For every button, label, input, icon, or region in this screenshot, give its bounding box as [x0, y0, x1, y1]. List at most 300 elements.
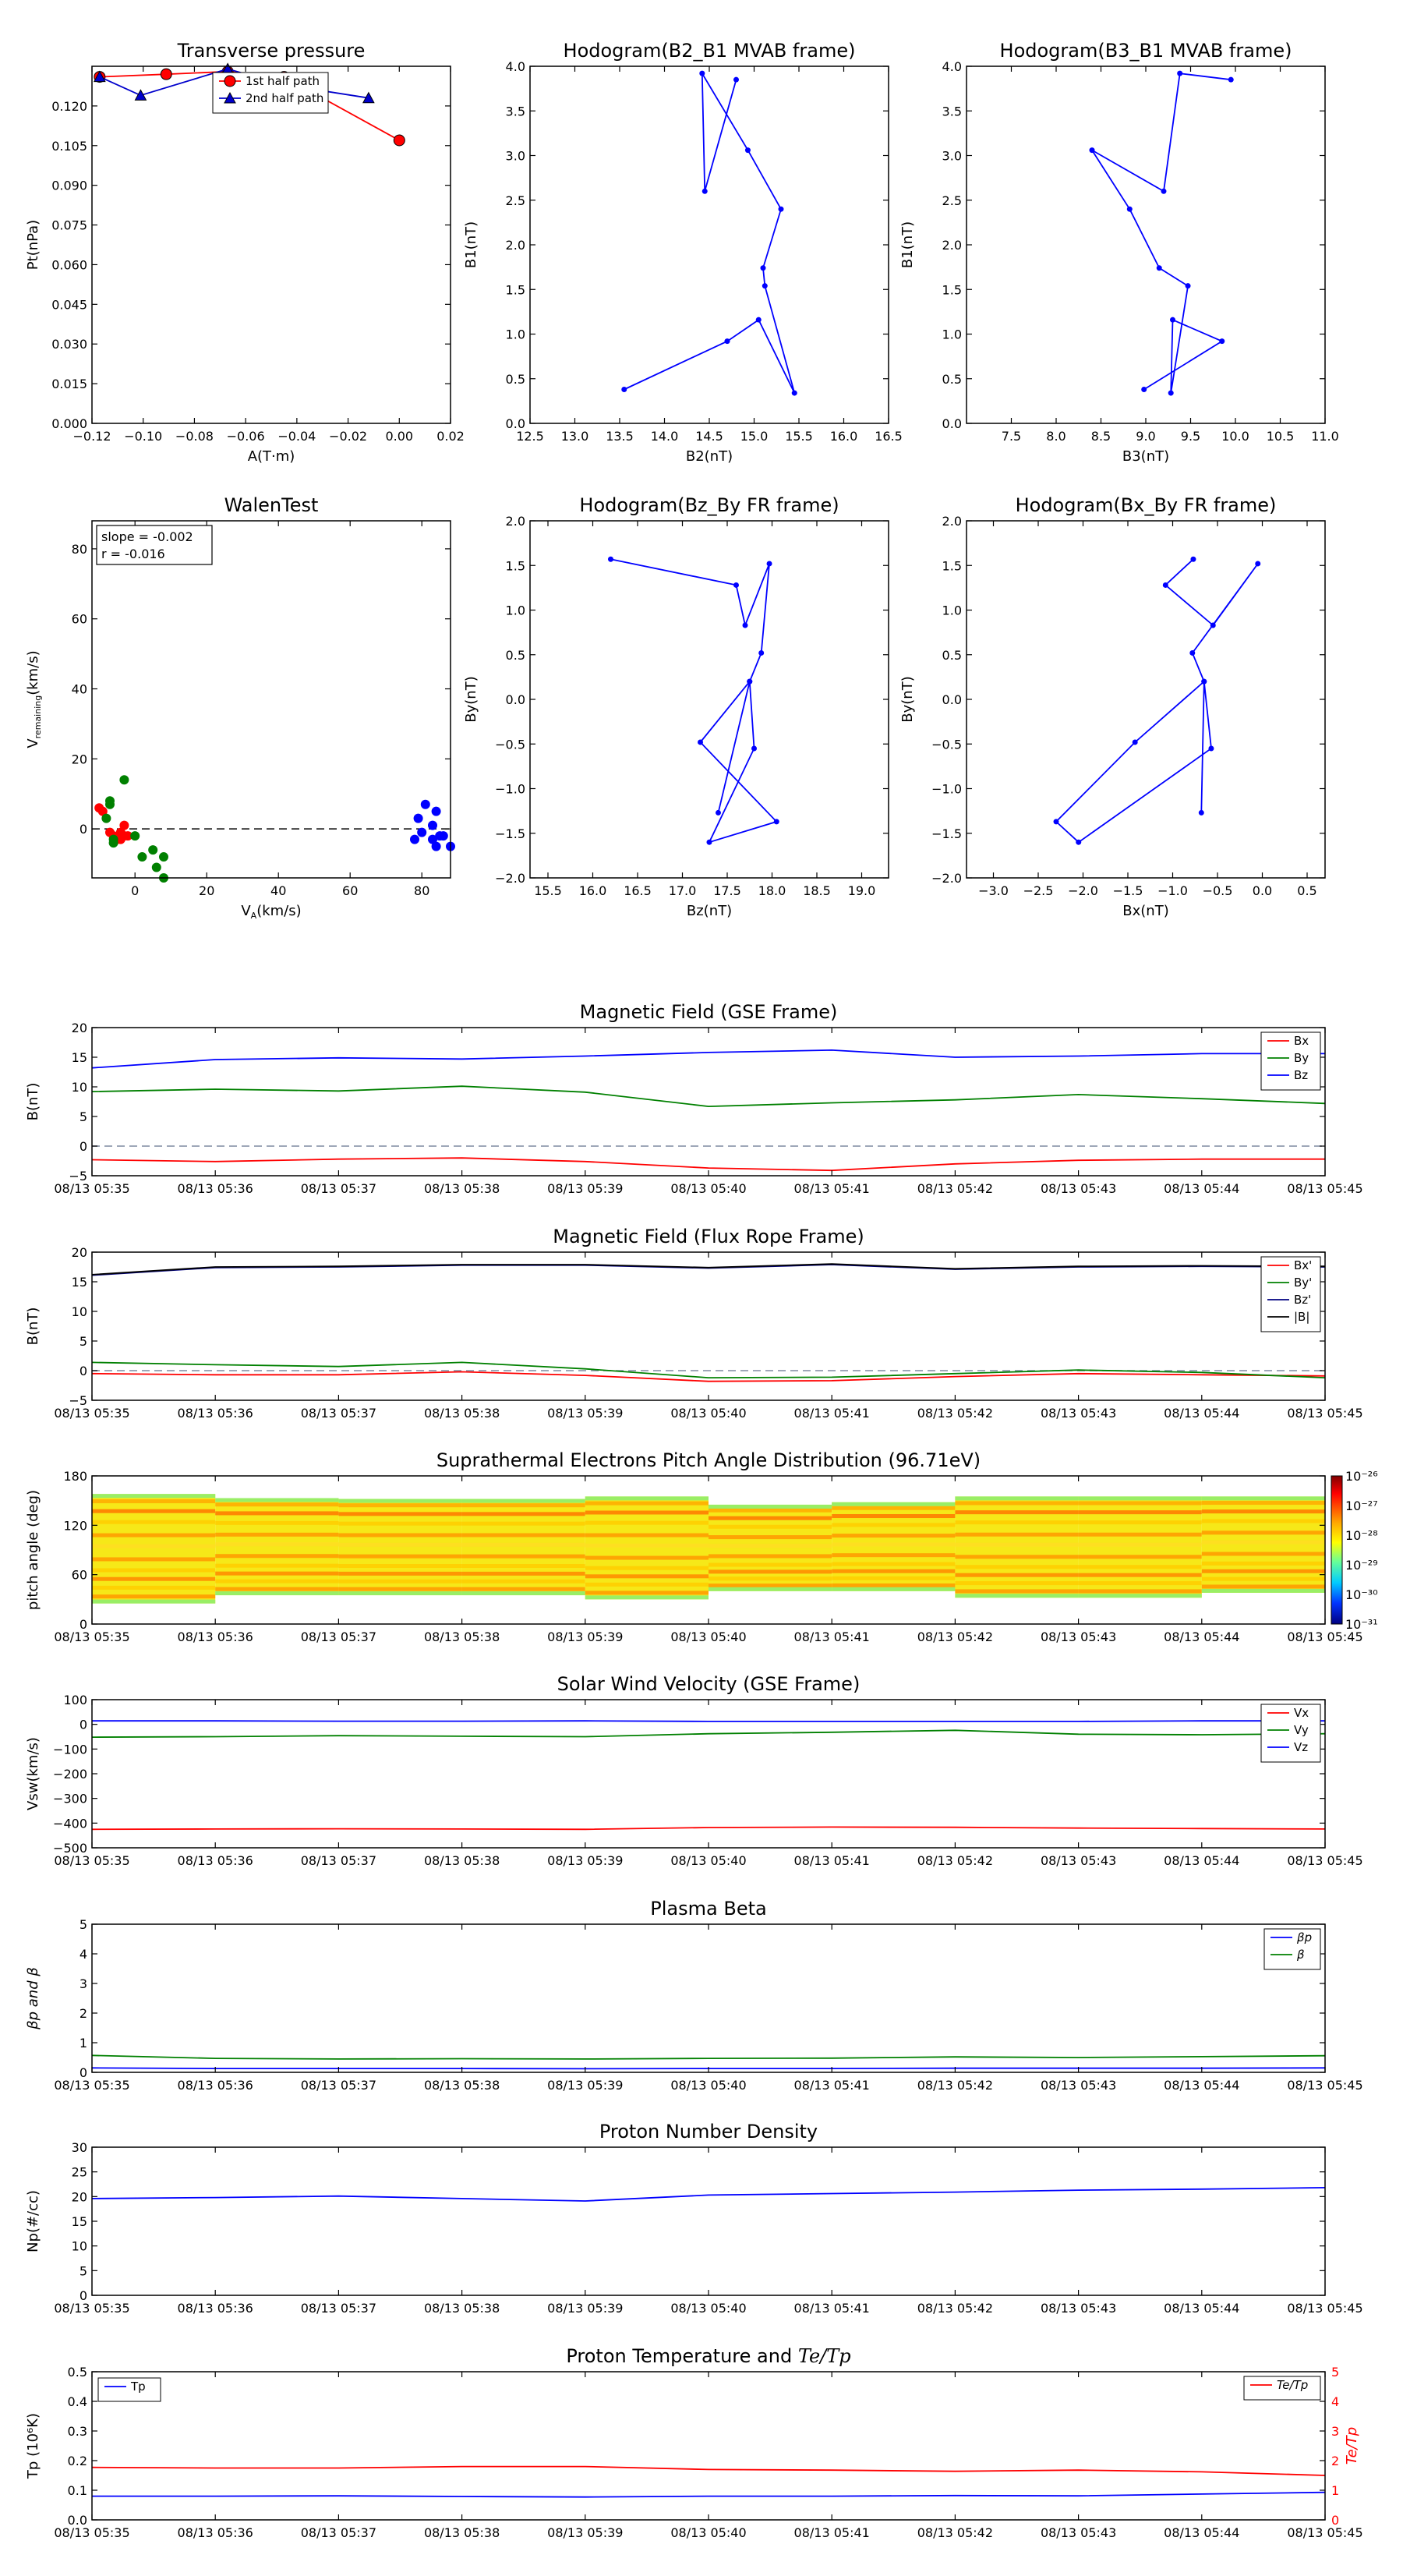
heatmap-cell — [832, 1562, 955, 1566]
heatmap-cell — [92, 1577, 215, 1581]
hodogram-b3-b1-point — [1161, 189, 1167, 194]
hodogram-bz-by-ytick-label: 0.5 — [505, 647, 525, 663]
hodogram-bx-by-point — [1133, 739, 1138, 745]
hodogram-bx-by-xtick-label: −0.5 — [1202, 883, 1233, 898]
heatmap-cell — [215, 1580, 338, 1583]
magnetic-field-fr-ytick-label: −5 — [69, 1393, 87, 1408]
hodogram-b3-b1-ytick-label: 1.0 — [942, 327, 962, 342]
walen-test-ytick-label: 0 — [79, 822, 87, 837]
magnetic-field-gse-xtick-label: 08/13 05:39 — [547, 1181, 624, 1196]
hodogram-b3-b1-point — [1127, 207, 1133, 212]
hodogram-b3-b1-ytick-label: 3.5 — [942, 104, 962, 119]
solar-wind-velocity-legend-label: Vy — [1294, 1723, 1309, 1737]
magnetic-field-gse-ytick-label: −5 — [69, 1169, 87, 1184]
heatmap-cell — [1079, 1581, 1202, 1585]
walen-test-point — [421, 800, 430, 809]
transverse-pressure-legend-marker — [224, 76, 235, 87]
hodogram-bz-by-title: Hodogram(Bz_By FR frame) — [579, 494, 839, 516]
heatmap-cell — [1202, 1501, 1325, 1505]
hodogram-b2-b1-point — [733, 77, 739, 83]
plasma-beta-xtick-label: 08/13 05:37 — [300, 2078, 377, 2093]
proton-density-ytick-label: 20 — [71, 2189, 87, 2205]
solar-wind-velocity-xtick-label: 08/13 05:38 — [423, 1853, 500, 1868]
walen-test-point — [119, 775, 129, 784]
heatmap-cell — [462, 1522, 585, 1526]
hodogram-bx-by-ytick-label: 0.5 — [942, 647, 962, 663]
heatmap-cell — [215, 1502, 338, 1506]
hodogram-bz-by-y-axis-label: By(nT) — [463, 676, 479, 723]
proton-density-y-axis-label: Np(#/cc) — [25, 2190, 41, 2252]
hodogram-b2-b1-xtick-label: 16.5 — [875, 429, 903, 444]
proton-density-ytick-label: 5 — [79, 2263, 87, 2279]
heatmap-cell — [585, 1595, 709, 1599]
solar-wind-velocity-ytick-label: −400 — [53, 1816, 87, 1831]
plasma-beta-xtick-label: 08/13 05:36 — [177, 2078, 253, 2093]
heatmap-cell — [462, 1587, 585, 1591]
hodogram-b3-b1-xtick-label: 10.5 — [1266, 429, 1295, 444]
magnetic-field-gse-xtick-label: 08/13 05:44 — [1164, 1181, 1240, 1196]
colorbar — [1331, 1476, 1342, 1624]
heatmap-cell — [832, 1502, 955, 1506]
proton-temperature-xtick-label: 08/13 05:45 — [1287, 2525, 1363, 2540]
heatmap-cell — [92, 1494, 215, 1498]
heatmap-cell — [338, 1512, 461, 1516]
pitch-angle-xtick-label: 08/13 05:41 — [793, 1629, 870, 1644]
hodogram-bx-by-ytick-label: −1.5 — [931, 826, 962, 841]
transverse-pressure-y-axis-label: Pt(nPa) — [25, 219, 41, 271]
transverse-pressure-legend-label: 2nd half path — [246, 91, 324, 105]
heatmap-cell — [1202, 1530, 1325, 1534]
hodogram-bx-by-xtick-label: −2.5 — [1023, 883, 1054, 898]
heatmap-cell — [92, 1586, 215, 1590]
proton-density-xtick-label: 08/13 05:38 — [423, 2301, 500, 2316]
heatmap-cell — [709, 1563, 832, 1567]
heatmap-cell — [338, 1503, 461, 1507]
hodogram-b2-b1-y-axis-label: B1(nT) — [463, 221, 479, 269]
walen-test-point — [435, 831, 444, 840]
hodogram-b3-b1-x-axis-label: B3(nT) — [1122, 448, 1170, 465]
solar-wind-velocity-xtick-label: 08/13 05:40 — [670, 1853, 747, 1868]
heatmap-cell — [92, 1594, 215, 1598]
magnetic-field-fr-xtick-label: 08/13 05:44 — [1164, 1406, 1240, 1421]
proton-density-xtick-label: 08/13 05:40 — [670, 2301, 747, 2316]
hodogram-b2-b1-x-axis-label: B2(nT) — [685, 448, 733, 465]
hodogram-bx-by-ytick-label: 1.5 — [942, 558, 962, 574]
hodogram-b2-b1-ytick-label: 0.5 — [505, 371, 525, 387]
hodogram-b2-b1-point — [745, 147, 751, 153]
hodogram-b3-b1-title: Hodogram(B3_B1 MVAB frame) — [999, 40, 1292, 62]
heatmap-cell — [92, 1534, 215, 1537]
transverse-pressure-ytick-label: 0.015 — [51, 377, 87, 392]
hodogram-b3-b1-point — [1090, 147, 1095, 153]
magnetic-field-gse-xtick-label: 08/13 05:38 — [423, 1181, 500, 1196]
heatmap-cell — [338, 1572, 461, 1576]
hodogram-b2-b1-ytick-label: 3.0 — [505, 148, 525, 164]
heatmap-cell — [462, 1543, 585, 1547]
pitch-angle-ytick-label: 120 — [63, 1518, 87, 1534]
hodogram-bz-by-point — [751, 745, 757, 751]
solar-wind-velocity-xtick-label: 08/13 05:41 — [793, 1853, 870, 1868]
magnetic-field-gse-xtick-label: 08/13 05:40 — [670, 1181, 747, 1196]
transverse-pressure-xtick-label: −0.06 — [226, 429, 265, 444]
hodogram-bz-by-point — [733, 582, 739, 588]
heatmap-cell — [955, 1573, 1078, 1577]
hodogram-b2-b1-point — [699, 71, 705, 76]
hodogram-b2-b1-xtick-label: 14.0 — [650, 429, 679, 444]
magnetic-field-fr-xtick-label: 08/13 05:40 — [670, 1406, 747, 1421]
proton-density-xtick-label: 08/13 05:36 — [177, 2301, 253, 2316]
heatmap-cell — [462, 1572, 585, 1576]
heatmap-cell — [215, 1511, 338, 1515]
walen-test-point — [417, 828, 426, 837]
heatmap-cell — [92, 1568, 215, 1572]
heatmap-cell — [1202, 1589, 1325, 1593]
magnetic-field-gse-ytick-label: 5 — [79, 1109, 87, 1124]
heatmap-cell — [585, 1583, 709, 1587]
hodogram-b2-b1-ytick-label: 2.0 — [505, 238, 525, 253]
heatmap-cell — [215, 1542, 338, 1546]
magnetic-field-fr-xtick-label: 08/13 05:38 — [423, 1406, 500, 1421]
walen-test-y-axis-label: $V_{remaining}(km/s)$ — [25, 650, 43, 748]
heatmap-cell — [92, 1499, 215, 1503]
heatmap-cell — [955, 1520, 1078, 1524]
hodogram-b3-b1-ytick-label: 0.5 — [942, 371, 962, 387]
hodogram-b2-b1-ytick-label: 4.0 — [505, 59, 525, 74]
solar-wind-velocity-title: Solar Wind Velocity (GSE Frame) — [557, 1673, 861, 1695]
hodogram-b2-b1-ytick-label: 2.5 — [505, 193, 525, 208]
plasma-beta-xtick-label: 08/13 05:39 — [547, 2078, 624, 2093]
proton-temperature-y2tick-label: 0 — [1331, 2513, 1340, 2528]
hodogram-b3-b1-ytick-label: 2.0 — [942, 238, 962, 253]
heatmap-cell — [1202, 1569, 1325, 1573]
walen-test-point — [109, 838, 118, 847]
walen-test-xtick-label: 80 — [414, 883, 430, 898]
heatmap-cell — [709, 1525, 832, 1529]
heatmap-cell — [215, 1572, 338, 1576]
walen-test-point — [432, 842, 441, 851]
hodogram-bx-by-xtick-label: −3.0 — [978, 883, 1009, 898]
plasma-beta-y-axis-label: βp and β — [25, 1967, 41, 2029]
hodogram-bx-by-point — [1189, 650, 1195, 656]
heatmap-cell — [709, 1569, 832, 1573]
plasma-beta-ytick-label: 4 — [79, 1947, 87, 1962]
heatmap-cell — [832, 1514, 955, 1518]
colorbar-tick-label: 10⁻²⁸ — [1345, 1528, 1378, 1543]
heatmap-cell — [1079, 1533, 1202, 1537]
hodogram-b2-b1-point — [762, 283, 768, 288]
heatmap-cell — [1202, 1509, 1325, 1513]
hodogram-bx-by-x-axis-label: Bx(nT) — [1122, 903, 1169, 919]
hodogram-bz-by-xtick-label: 17.5 — [713, 883, 741, 898]
hodogram-b3-b1-xtick-label: 8.5 — [1090, 429, 1111, 444]
hodogram-b2-b1-title: Hodogram(B2_B1 MVAB frame) — [563, 40, 856, 62]
heatmap-cell — [1079, 1543, 1202, 1547]
heatmap-cell — [462, 1555, 585, 1559]
hodogram-b2-b1-point — [761, 265, 766, 271]
heatmap-cell — [709, 1516, 832, 1520]
hodogram-bz-by-point — [716, 810, 721, 816]
magnetic-field-fr-xtick-label: 08/13 05:36 — [177, 1406, 253, 1421]
heatmap-cell — [338, 1587, 461, 1591]
transverse-pressure-xtick-label: −0.10 — [124, 429, 163, 444]
hodogram-bz-by-point — [743, 622, 748, 628]
walen-test-ytick-label: 40 — [71, 681, 87, 697]
hodogram-b3-b1-xtick-label: 9.0 — [1136, 429, 1156, 444]
hodogram-bz-by-ytick-label: −2.0 — [495, 871, 525, 886]
hodogram-b2-b1-point — [621, 387, 627, 392]
heatmap-cell — [1202, 1584, 1325, 1588]
heatmap-cell — [832, 1506, 955, 1510]
heatmap-cell — [338, 1499, 461, 1503]
walen-test-point — [137, 852, 147, 862]
hodogram-b3-b1-point — [1177, 71, 1182, 76]
solar-wind-velocity-xtick-label: 08/13 05:37 — [300, 1853, 377, 1868]
heatmap-cell — [338, 1591, 461, 1595]
proton-temperature-ytick-label: 0.3 — [67, 2424, 87, 2439]
magnetic-field-fr-legend-label: |B| — [1294, 1310, 1310, 1324]
heatmap-cell — [1079, 1510, 1202, 1514]
proton-temperature-y2tick-label: 3 — [1331, 2424, 1340, 2439]
magnetic-field-fr-ytick-label: 15 — [71, 1275, 87, 1290]
proton-temperature-ytick-label: 0.0 — [67, 2513, 87, 2528]
transverse-pressure-xtick-label: −0.08 — [175, 429, 214, 444]
hodogram-b3-b1-point — [1168, 391, 1174, 396]
heatmap-cell — [1079, 1555, 1202, 1559]
magnetic-field-fr-xtick-label: 08/13 05:41 — [793, 1406, 870, 1421]
transverse-pressure-xtick-label: 0.00 — [385, 429, 414, 444]
solar-wind-velocity-xtick-label: 08/13 05:42 — [917, 1853, 994, 1868]
heatmap-cell — [92, 1600, 215, 1604]
transverse-pressure-ytick-label: 0.045 — [51, 297, 87, 313]
hodogram-bz-by-xtick-label: 18.0 — [758, 883, 786, 898]
heatmap-cell — [832, 1576, 955, 1580]
magnetic-field-gse-legend-label: Bx — [1294, 1034, 1309, 1048]
heatmap-cell — [955, 1594, 1078, 1598]
proton-temperature-y-axis-label: Tp (10⁶K) — [25, 2412, 41, 2479]
proton-density-xtick-label: 08/13 05:35 — [54, 2301, 130, 2316]
hodogram-b2-b1-point — [792, 391, 797, 396]
heatmap-cell — [709, 1544, 832, 1548]
transverse-pressure-ytick-label: 0.030 — [51, 337, 87, 352]
magnetic-field-fr-ytick-label: 20 — [71, 1245, 87, 1260]
hodogram-b3-b1-point — [1186, 283, 1191, 288]
hodogram-b2-b1-ytick-label: 0.0 — [505, 416, 525, 431]
walen-test-ytick-label: 20 — [71, 752, 87, 767]
transverse-pressure-legend-label: 1st half path — [246, 74, 320, 88]
heatmap-cell — [462, 1580, 585, 1583]
walen-test-xtick-label: 20 — [199, 883, 215, 898]
hodogram-bz-by-xtick-label: 17.0 — [668, 883, 697, 898]
hodogram-b2-b1-xtick-label: 12.5 — [516, 429, 544, 444]
colorbar-tick-label: 10⁻³¹ — [1345, 1617, 1378, 1632]
transverse-pressure-ytick-label: 0.000 — [51, 416, 87, 431]
heatmap-cell — [585, 1591, 709, 1594]
hodogram-bx-by-xtick-label: −1.0 — [1157, 883, 1188, 898]
hodogram-bz-by-xtick-label: 18.5 — [803, 883, 831, 898]
walen-test-annotation-text: slope = -0.002 — [101, 529, 193, 544]
heatmap-cell — [585, 1511, 709, 1515]
hodogram-bx-by-point — [1076, 840, 1081, 845]
proton-temperature-y2tick-label: 2 — [1331, 2454, 1340, 2468]
heatmap-cell — [338, 1564, 461, 1568]
proton-density-ytick-label: 15 — [71, 2214, 87, 2229]
hodogram-b2-b1-ytick-label: 1.0 — [505, 327, 525, 342]
hodogram-bz-by-point — [758, 650, 764, 656]
hodogram-bx-by-ytick-label: 0.0 — [942, 692, 962, 707]
heatmap-cell — [955, 1496, 1078, 1500]
walen-test-title: WalenTest — [224, 494, 319, 516]
solar-wind-velocity-ytick-label: 100 — [63, 1693, 87, 1707]
magnetic-field-fr-xtick-label: 08/13 05:35 — [54, 1406, 130, 1421]
proton-density-xtick-label: 08/13 05:44 — [1164, 2301, 1240, 2316]
heatmap-cell — [338, 1543, 461, 1547]
pitch-angle-y-axis-label: pitch angle (deg) — [25, 1489, 41, 1611]
solar-wind-velocity-xtick-label: 08/13 05:43 — [1040, 1853, 1117, 1868]
heatmap-cell — [955, 1581, 1078, 1585]
hodogram-bx-by-point — [1201, 679, 1207, 685]
hodogram-bx-by-point — [1054, 819, 1059, 824]
hodogram-bx-by-xtick-label: −1.5 — [1112, 883, 1143, 898]
plasma-beta-xtick-label: 08/13 05:38 — [423, 2078, 500, 2093]
hodogram-bz-by-ytick-label: 1.0 — [505, 603, 525, 618]
hodogram-b3-b1-xtick-label: 11.0 — [1311, 429, 1339, 444]
hodogram-b3-b1-xtick-label: 7.5 — [1001, 429, 1022, 444]
hodogram-bz-by-point — [698, 739, 703, 745]
heatmap-cell — [215, 1554, 338, 1558]
hodogram-bx-by-point — [1190, 557, 1196, 562]
hodogram-b2-b1-xtick-label: 15.5 — [785, 429, 813, 444]
heatmap-cell — [585, 1521, 709, 1525]
pitch-angle-xtick-label: 08/13 05:43 — [1040, 1629, 1117, 1644]
hodogram-b3-b1-ytick-label: 1.5 — [942, 282, 962, 298]
hodogram-b2-b1-xtick-label: 15.0 — [740, 429, 769, 444]
heatmap-cell — [1202, 1562, 1325, 1566]
magnetic-field-gse-ytick-label: 0 — [79, 1139, 87, 1154]
proton-density-xtick-label: 08/13 05:45 — [1287, 2301, 1363, 2316]
transverse-pressure-ytick-label: 0.105 — [51, 138, 87, 154]
heatmap-cell — [709, 1587, 832, 1591]
proton-temperature-xtick-label: 08/13 05:41 — [793, 2525, 870, 2540]
proton-density-xtick-label: 08/13 05:43 — [1040, 2301, 1117, 2316]
hodogram-b3-b1-ytick-label: 0.0 — [942, 416, 962, 431]
heatmap-cell — [709, 1554, 832, 1558]
walen-test-point — [414, 814, 423, 823]
heatmap-cell — [92, 1557, 215, 1561]
hodogram-bz-by-ytick-label: −1.5 — [495, 826, 525, 841]
heatmap-cell — [1079, 1573, 1202, 1577]
heatmap-cell — [1079, 1594, 1202, 1598]
hodogram-bz-by-ytick-label: −1.0 — [495, 781, 525, 797]
magnetic-field-gse-xtick-label: 08/13 05:45 — [1287, 1181, 1363, 1196]
plasma-beta-legend-label: βp — [1297, 1930, 1313, 1944]
transverse-pressure-title: Transverse pressure — [177, 40, 366, 62]
transverse-pressure-x-axis-label: A(T·m) — [247, 448, 295, 465]
walen-test-xtick-label: 60 — [342, 883, 359, 898]
plasma-beta-xtick-label: 08/13 05:41 — [793, 2078, 870, 2093]
proton-temperature-xtick-label: 08/13 05:42 — [917, 2525, 994, 2540]
heatmap-cell — [1202, 1541, 1325, 1545]
proton-density-ytick-label: 0 — [79, 2288, 87, 2303]
hodogram-bx-by-point — [1210, 622, 1216, 628]
plasma-beta-ytick-label: 5 — [79, 1917, 87, 1932]
magnetic-field-fr-ytick-label: 10 — [71, 1304, 87, 1319]
proton-temperature-xtick-label: 08/13 05:44 — [1164, 2525, 1240, 2540]
colorbar-tick-label: 10⁻²⁶ — [1345, 1469, 1378, 1484]
hodogram-bx-by-point — [1208, 745, 1214, 751]
walen-test-x-axis-label-unit: (km/s) — [256, 903, 302, 919]
proton-temperature-y2-axis-label: Te/Tp — [1344, 2426, 1360, 2465]
walen-test-xtick-label: 0 — [131, 883, 140, 898]
hodogram-b3-b1-xtick-label: 8.0 — [1046, 429, 1066, 444]
pitch-angle-ytick-label: 180 — [63, 1469, 87, 1484]
heatmap-cell — [832, 1587, 955, 1591]
heatmap-cell — [1079, 1496, 1202, 1500]
transverse-pressure-ytick-label: 0.090 — [51, 178, 87, 193]
magnetic-field-fr-ytick-label: 0 — [79, 1364, 87, 1378]
solar-wind-velocity-xtick-label: 08/13 05:45 — [1287, 1853, 1363, 1868]
proton-temperature-xtick-label: 08/13 05:38 — [423, 2525, 500, 2540]
heatmap-cell — [709, 1583, 832, 1587]
heatmap-cell — [585, 1574, 709, 1578]
solar-wind-velocity-legend-label: Vz — [1294, 1740, 1309, 1754]
proton-temperature-legend-label: Tp — [131, 2380, 146, 2394]
proton-temperature-ytick-label: 0.2 — [67, 2454, 87, 2468]
hodogram-bz-by-xtick-label: 16.5 — [624, 883, 652, 898]
heatmap-cell — [1202, 1496, 1325, 1500]
magnetic-field-fr-title: Magnetic Field (Flux Rope Frame) — [553, 1226, 864, 1247]
heatmap-cell — [709, 1576, 832, 1580]
pitch-angle-xtick-label: 08/13 05:37 — [300, 1629, 377, 1644]
plasma-beta-legend-label: β — [1297, 1948, 1305, 1962]
walen-test-xtick-label: 40 — [270, 883, 287, 898]
heatmap-cell — [92, 1520, 215, 1524]
pitch-angle-xtick-label: 08/13 05:45 — [1287, 1629, 1363, 1644]
proton-temperature-xtick-label: 08/13 05:39 — [547, 2525, 624, 2540]
proton-density-ytick-label: 30 — [71, 2140, 87, 2155]
magnetic-field-fr-legend-label: Bz' — [1294, 1293, 1312, 1307]
magnetic-field-gse-xtick-label: 08/13 05:43 — [1040, 1181, 1117, 1196]
transverse-pressure-xtick-label: −0.12 — [72, 429, 111, 444]
transverse-pressure-point — [394, 135, 405, 146]
heatmap-cell — [955, 1543, 1078, 1547]
hodogram-bx-by-xtick-label: −2.0 — [1068, 883, 1098, 898]
proton-temperature-title-math: Te/Tp — [797, 2345, 851, 2367]
proton-temperature-y2tick-label: 4 — [1331, 2394, 1340, 2409]
heatmap-cell — [1079, 1565, 1202, 1569]
heatmap-cell — [462, 1533, 585, 1537]
colorbar-tick-label: 10⁻²⁹ — [1345, 1558, 1378, 1573]
heatmap-cell — [585, 1566, 709, 1570]
hodogram-bx-by-point — [1163, 582, 1168, 588]
plasma-beta-legend-box — [1264, 1929, 1320, 1969]
heatmap-cell — [832, 1569, 955, 1573]
walen-test-ytick-label: 80 — [71, 541, 87, 557]
hodogram-bz-by-ytick-label: −0.5 — [495, 737, 525, 752]
walen-test-point — [152, 863, 161, 872]
plasma-beta-ytick-label: 0 — [79, 2065, 87, 2080]
proton-density-title: Proton Number Density — [599, 2121, 818, 2143]
pitch-angle-ytick-label: 0 — [79, 1617, 87, 1632]
magnetic-field-fr-xtick-label: 08/13 05:45 — [1287, 1406, 1363, 1421]
solar-wind-velocity-ytick-label: 0 — [79, 1717, 87, 1732]
magnetic-field-fr-legend-label: By' — [1294, 1276, 1313, 1290]
plasma-beta-xtick-label: 08/13 05:35 — [54, 2078, 130, 2093]
hodogram-bx-by-point — [1199, 810, 1204, 816]
magnetic-field-gse-ytick-label: 10 — [71, 1080, 87, 1095]
proton-temperature-xtick-label: 08/13 05:35 — [54, 2525, 130, 2540]
hodogram-bx-by-ytick-label: 1.0 — [942, 603, 962, 618]
heatmap-cell — [462, 1591, 585, 1595]
